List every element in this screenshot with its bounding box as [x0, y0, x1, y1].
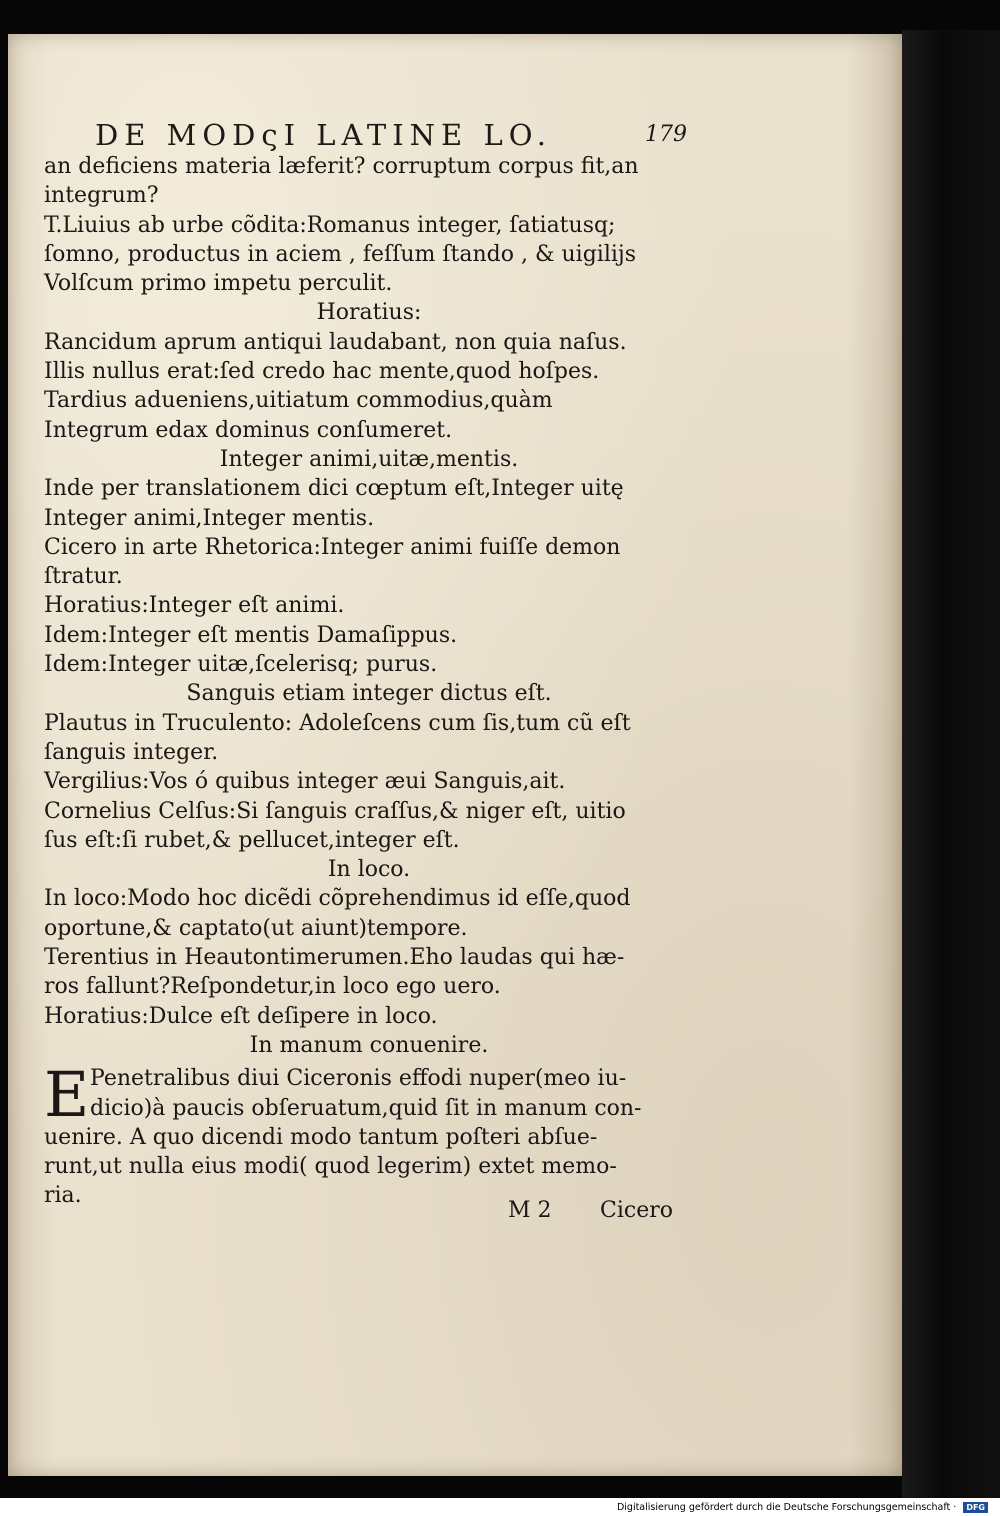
text-line: Cornelius Celſus:Si ſanguis craſſus,& niger eſt, uitio	[44, 798, 626, 824]
dfg-logo: DFG	[963, 1502, 988, 1513]
text-line: ria.	[44, 1183, 82, 1209]
text-line: ſomno, productus in aciem , feſſum ſtando , & uigilijs	[44, 241, 637, 267]
text-line: Idem:Integer eſt mentis Damaſippus.	[44, 622, 458, 648]
text-line: Rancidum aprum antiqui laudabant, non quia naſus.	[44, 329, 627, 355]
text-line: integrum?	[44, 183, 159, 209]
running-head	[95, 118, 695, 154]
text-line: ſanguis integer.	[44, 739, 219, 765]
initial-paragraph	[44, 1058, 694, 1210]
text-line: In loco:Modo hoc dicẽdi cõprehendimus id eſſe,quod	[44, 886, 631, 912]
catchword: Cicero	[600, 1198, 673, 1223]
text-line: T.Liuius ab urbe cõdita:Romanus integer, ſatiatusq;	[44, 212, 616, 238]
text-line: Inde per translationem dici cœptum eſt,Integer uitę	[44, 476, 624, 502]
text-line: Horatius:Integer eſt animi.	[44, 593, 345, 619]
text-line: oportune,& captato(ut aiunt)tempore.	[44, 915, 468, 941]
body-lines	[44, 152, 694, 1060]
section-heading: Horatius:	[316, 300, 422, 326]
page-number: 179	[645, 122, 687, 147]
book-spine-shadow	[902, 30, 1000, 1498]
text-line: Integrum edax dominus conſumeret.	[44, 417, 453, 443]
footer-credit	[228, 1499, 992, 1516]
section-heading: Sanguis etiam integer dictus eſt.	[186, 681, 552, 707]
drop-cap-initial: E	[44, 1058, 90, 1132]
text-line: Integer animi,Integer mentis.	[44, 505, 375, 531]
text-line: Penetralibus diui Ciceronis effodi nuper(meo iu-	[90, 1066, 627, 1092]
text-line: dicio)à paucis obſeruatum,quid ſit in manum con-	[90, 1095, 642, 1121]
text-line: Vergilius:Vos ó quibus integer æui Sanguis,ait.	[44, 769, 566, 795]
text-line: ſtratur.	[44, 564, 123, 590]
text-line: an deficiens materia læferit? corruptum corpus fit,an	[44, 154, 639, 179]
text-line: Cicero in arte Rhetorica:Integer animi fuiſſe demon	[44, 534, 621, 560]
running-head-title: DE MODςI LATINE LO.	[95, 118, 553, 152]
text-line: uenire. A quo dicendi modo tantum poſteri abſue-	[44, 1124, 598, 1150]
text-line: Horatius:Dulce eſt deſipere in loco.	[44, 1003, 438, 1029]
text-line: ros fallunt?Reſpondetur,in loco ego uero.	[44, 974, 501, 1000]
text-line: Illis nullus erat:ſed credo hac mente,quod hoſpes.	[44, 359, 600, 385]
text-line: Volſcum primo impetu perculit.	[44, 271, 393, 297]
section-heading: In loco.	[327, 857, 411, 883]
text-line: Tardius adueniens,uitiatum commodius,quàm	[44, 388, 553, 414]
funding-credit-text: Digitalisierung gefördert durch die Deutsche Forschungsgemeinschaft ·	[616, 1502, 957, 1513]
initial-paragraph-lines	[44, 1058, 694, 1210]
text-line: runt,ut nulla eius modi( quod legerim) extet memo-	[44, 1154, 617, 1180]
text-line: Terentius in Heautontimerumen.Eho laudas qui hæ-	[44, 945, 625, 971]
section-heading: Integer animi,uitæ,mentis.	[219, 446, 519, 472]
signature-line	[508, 1198, 708, 1230]
page-text	[44, 152, 694, 1211]
text-line: Idem:Integer uitæ,ſcelerisq; purus.	[44, 652, 438, 678]
signature-mark: M 2	[508, 1198, 552, 1223]
text-line: ſus eſt:ſi rubet,& pellucet,integer eſt.	[44, 827, 460, 853]
text-line: Plautus in Truculento: Adoleſcens cum ſis,tum cũ eſt	[44, 710, 631, 736]
section-heading: In manum conuenire.	[249, 1032, 489, 1058]
